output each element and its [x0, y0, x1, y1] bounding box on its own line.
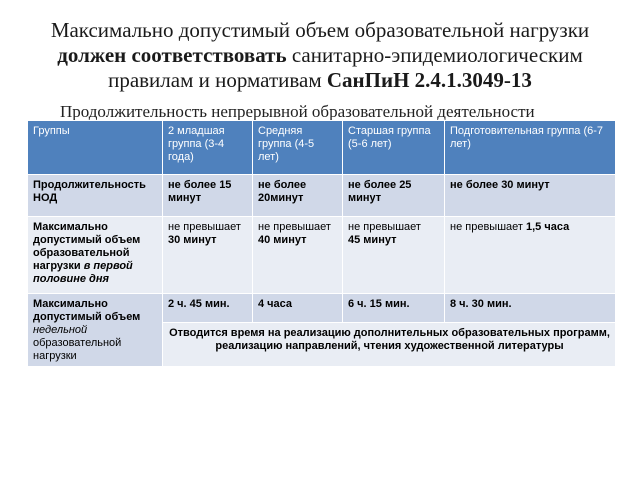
header-cell: Средняя группа (4-5 лет) — [253, 121, 343, 175]
table-row-nod — [28, 175, 616, 217]
title-bold-must: должен соответствовать — [57, 43, 287, 67]
header-cell: Подготовительная группа (6-7 лет) — [445, 121, 616, 175]
row-label-text: Максимально допустимый объем — [33, 298, 141, 323]
title-norms: правилам и нормативам — [108, 68, 327, 92]
table-cell: 8 ч. 30 мин. — [445, 294, 616, 323]
row-label — [28, 294, 163, 367]
cell-value: 1,5 часа — [525, 221, 570, 233]
cell-prefix: не превышает — [258, 221, 331, 233]
row-label-text-end: образовательной нагрузки — [33, 337, 122, 362]
row-label-italic: недельной — [33, 324, 88, 336]
title-line-3 — [20, 68, 620, 93]
cell-value: 30 минут — [168, 234, 217, 246]
table-cell: не более 15 минут — [163, 175, 253, 217]
note-cell: Отводится время на реализацию дополнительных образовательных программ, реализацию направлений, чтения художественной литературы — [163, 322, 616, 366]
load-table — [27, 120, 616, 367]
row-label-italic: в первой половине дня — [33, 260, 133, 285]
page-title — [20, 18, 620, 93]
table-row-weekly — [28, 294, 616, 323]
table-cell: 4 часа — [253, 294, 343, 323]
row-label — [28, 217, 163, 294]
table-cell — [163, 217, 253, 294]
row-label: Продолжительность НОД — [28, 175, 163, 217]
row-label-text: Максимально допустимый объем образовательной нагрузки — [33, 221, 141, 272]
table-cell — [253, 217, 343, 294]
title-line-2 — [20, 43, 620, 68]
header-cell: Группы — [28, 121, 163, 175]
cell-prefix: не превышает — [450, 221, 526, 233]
title-line-1: Максимально допустимый объем образовательной нагрузки — [50, 18, 590, 42]
table-cell: не более 30 минут — [445, 175, 616, 217]
header-cell: 2 младшая группа (3-4 года) — [163, 121, 253, 175]
cell-prefix: не превышает — [348, 221, 421, 233]
table-cell: 6 ч. 15 мин. — [343, 294, 445, 323]
table-cell — [343, 217, 445, 294]
cell-value: 40 минут — [258, 234, 307, 246]
table-cell: не более 25 минут — [343, 175, 445, 217]
header-cell: Старшая группа (5-6 лет) — [343, 121, 445, 175]
cell-prefix: не превышает — [168, 221, 241, 233]
table-row-first-half — [28, 217, 616, 294]
subtitle: Продолжительность непрерывной образовательной деятельности — [60, 102, 535, 121]
title-sanitary: санитарно-эпидемиологическим — [286, 43, 583, 67]
cell-value: 45 минут — [348, 234, 397, 246]
title-sanpin: СанПиН 2.4.1.3049-13 — [326, 68, 532, 92]
table-cell: не более 20минут — [253, 175, 343, 217]
table-cell — [445, 217, 616, 294]
table-header-row — [28, 121, 616, 175]
table-cell: 2 ч. 45 мин. — [163, 294, 253, 323]
